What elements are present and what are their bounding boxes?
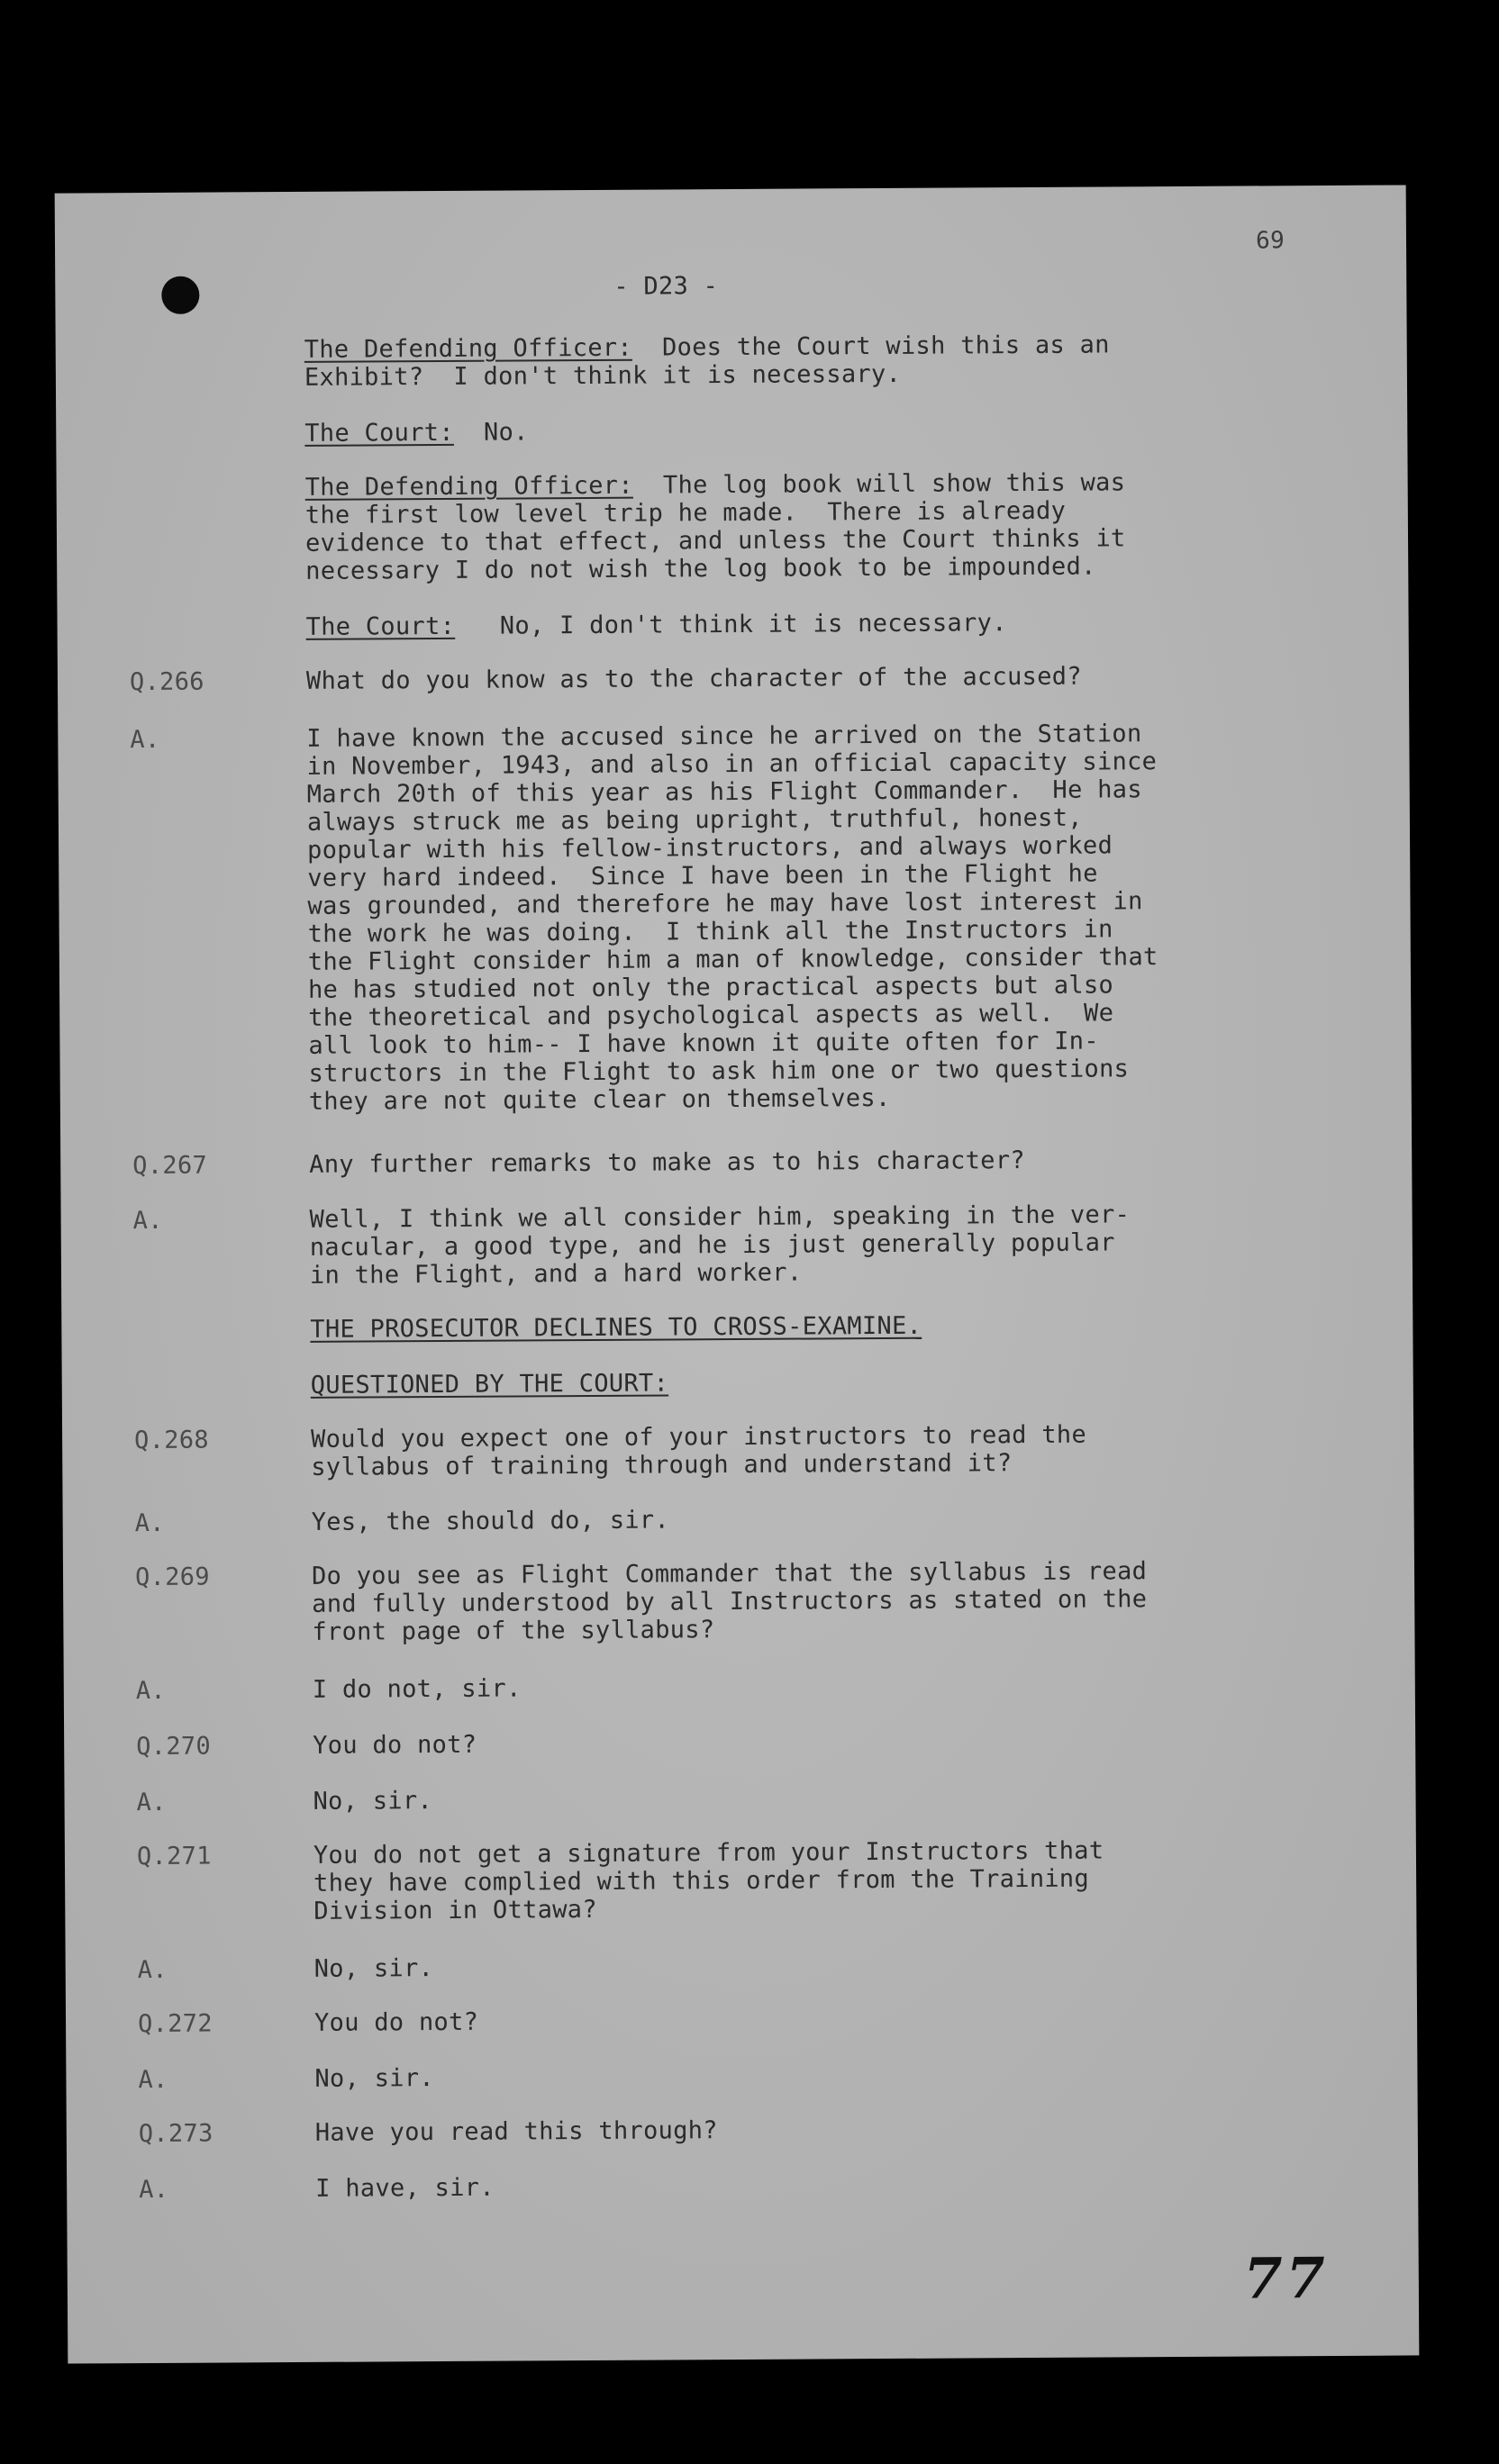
answer-text: I have, sir.	[315, 2173, 495, 2203]
statement-text: The log book will show this was	[662, 468, 1126, 500]
answer-text: No, sir.	[313, 1954, 434, 1983]
answer-label: A.	[136, 1788, 167, 1817]
statement-cont: the first low level trip he made. There is already evidence to that effect, and unless the Court thinks it necessary I do not wish the log book to be impounded.	[304, 496, 1126, 585]
question-number: Q.270	[136, 1732, 212, 1762]
answer-text: I have known the accused since he arrived on the Station in November, 1943, and also in an official capacity since March 20th of this year as his Flight Commander. He has always struck me as being upright, truthful, honest, popular with his fellow-instructors, and always worked very hard indeed. Since I have been in the Flight he was grounded, and therefore he may have lost interest in the work he was doing. I think all the Instructors in the Flight consider him a man of knowledge, consider that he has studied not only the practical aspects but also the theoretical and psychological aspects as well. We all look to him-- I have known it quite often for In- structors in the Flight to ask him one or two questions they are not quite clear on themselves.	[306, 720, 1158, 1116]
question-number: Q.269	[134, 1563, 210, 1592]
speaker-label: The Defending Officer:	[304, 471, 633, 502]
question-number: Q.267	[132, 1151, 208, 1181]
question-text: Have you read this through?	[314, 2116, 718, 2147]
question-text: You do not?	[313, 1730, 477, 1760]
question-text: Do you see as Flight Commander that the syllabus is read and fully understood by all Instructors as stated on the front page of the syllabus?	[311, 1557, 1148, 1646]
statement-line	[306, 609, 1007, 641]
statement-text: Does the Court wish this as an	[661, 331, 1110, 362]
page-number: 69	[1255, 227, 1286, 255]
answer-text: I do not, sir.	[312, 1674, 522, 1704]
page-header: - D23 -	[613, 272, 719, 301]
statement-line	[304, 331, 1110, 363]
section-heading: QUESTIONED BY THE COURT:	[310, 1369, 669, 1400]
statement-cont: Exhibit? I don't think it is necessary.	[304, 359, 902, 392]
speaker-label: The Court:	[305, 611, 456, 641]
question-number: Q.266	[129, 667, 204, 697]
statement-text: No.	[483, 418, 529, 447]
statement-text: No, I don't think it is necessary.	[499, 609, 1007, 640]
answer-label: A.	[138, 2065, 168, 2095]
answer-text: Yes, the should do, sir.	[311, 1506, 670, 1536]
section-heading: THE PROSECUTOR DECLINES TO CROSS-EXAMINE.	[310, 1311, 922, 1344]
question-text: You do not?	[313, 2007, 479, 2037]
question-number: Q.273	[138, 2119, 213, 2149]
answer-text: No, sir.	[314, 2064, 434, 2093]
speaker-label: The Court:	[304, 418, 454, 448]
answer-label: A.	[135, 1676, 167, 1706]
punch-hole-icon	[161, 276, 199, 314]
answer-text: Well, I think we all consider him, speaking in the ver- nacular, a good type, and he is just generally popular in the Flight, and a hard worker.	[309, 1200, 1131, 1290]
speaker-label: The Defending Officer:	[304, 333, 633, 364]
answer-label: A.	[132, 1206, 163, 1236]
answer-text: No, sir.	[313, 1787, 433, 1816]
document-page	[55, 185, 1420, 2363]
handwritten-folio-number: 77	[1243, 2245, 1330, 2312]
answer-label: A.	[130, 725, 160, 755]
question-number: Q.268	[134, 1426, 209, 1455]
question-text: Would you expect one of your instructors to read the syllabus of training through and understand it?	[311, 1420, 1087, 1481]
answer-label: A.	[137, 1955, 168, 1985]
question-number: Q.271	[136, 1842, 212, 1871]
statement-line	[304, 418, 529, 448]
question-number: Q.272	[137, 2009, 213, 2039]
answer-label: A.	[134, 1508, 165, 1538]
question-text: You do not get a signature from your Instructors that they have complied with this order from the Training Division in Ottawa?	[313, 1836, 1104, 1925]
question-text: Any further remarks to make as to his character?	[309, 1146, 1025, 1179]
answer-label: A.	[139, 2175, 169, 2205]
question-text: What do you know as to the character of the accused?	[305, 662, 1082, 695]
